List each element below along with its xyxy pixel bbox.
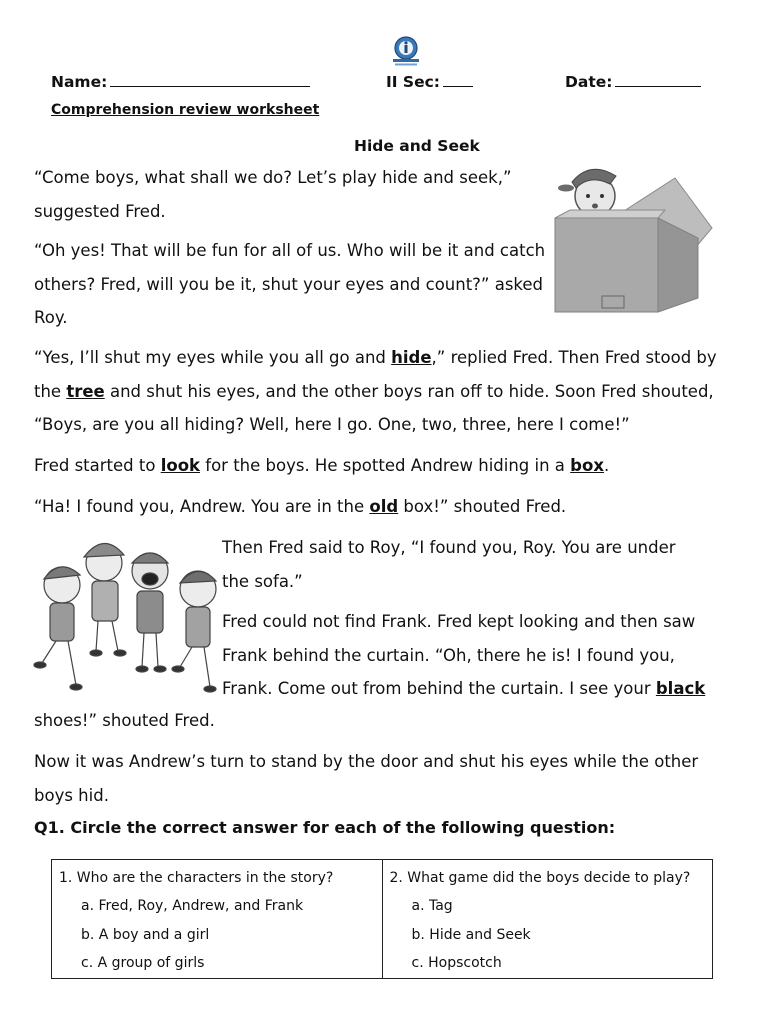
date-field[interactable] xyxy=(565,72,701,91)
story-paragraph-7-end: shoes!” shouted Fred. xyxy=(34,711,215,730)
answer-option[interactable]: a. Fred, Roy, Andrew, and Frank xyxy=(81,898,304,914)
date-blank-line xyxy=(615,72,701,87)
question-cell-1 xyxy=(52,860,383,979)
story-title: Hide and Seek xyxy=(354,137,480,155)
section-blank-line xyxy=(443,72,473,87)
school-logo-icon xyxy=(391,36,421,68)
story-paragraph-2: “Oh yes! That will be fun for all of us. Who will be it and catch others? Fred, will you be it, shut your eyes and count?” asked Roy. xyxy=(34,241,546,327)
section-field[interactable] xyxy=(386,72,473,91)
story-paragraph-3: “Yes, I’ll shut my eyes while you all go and hide,” replied Fred. Then Fred stood by the tree and shut his eyes, and the other boys ran off to hide. Soon Fred shouted, “Boys, are you all hiding? Well, here I go. One, two, three, here I come!” xyxy=(34,348,717,434)
boy-in-box-illustration xyxy=(550,158,714,314)
keyword-tree: tree xyxy=(66,381,105,401)
name-blank-line xyxy=(110,72,310,87)
question-text: 2. What game did the boys decide to play? xyxy=(389,870,691,886)
four-boys-illustration xyxy=(32,535,220,695)
story-paragraph-8: Now it was Andrew’s turn to stand by the door and shut his eyes while the other boys hid. xyxy=(34,752,699,805)
worksheet-title: Comprehension review worksheet xyxy=(51,102,320,118)
question-cell-2 xyxy=(382,860,713,979)
answer-option[interactable]: c. Hopscotch xyxy=(411,955,502,971)
section-label: II Sec: xyxy=(386,73,440,91)
keyword-hide: hide xyxy=(391,348,432,367)
answer-option[interactable]: a. Tag xyxy=(411,898,453,914)
name-field[interactable] xyxy=(51,72,310,91)
question-1-heading: Q1. Circle the correct answer for each of the following question: xyxy=(34,818,616,837)
story-paragraph-7: Fred could not find Frank. Fred kept looking and then saw Frank behind the curtain. “Oh, there he is! I found you, Frank. Come out from behind the curtain. I see your black xyxy=(222,612,706,698)
question-text: 1. Who are the characters in the story? xyxy=(59,870,334,886)
question-table xyxy=(51,859,713,979)
story-paragraph-4: Fred started to look for the boys. He spotted Andrew hiding in a box. xyxy=(34,456,610,475)
date-label: Date: xyxy=(565,73,613,91)
story-paragraph-5: “Ha! I found you, Andrew. You are in the old box!” shouted Fred. xyxy=(34,497,567,516)
story-paragraph-1: “Come boys, what shall we do? Let’s play hide and seek,” suggested Fred. xyxy=(34,168,512,221)
answer-option[interactable]: b. Hide and Seek xyxy=(411,926,531,943)
keyword-old: old xyxy=(369,497,399,516)
keyword-box: box xyxy=(570,456,604,475)
answer-option[interactable]: c. A group of girls xyxy=(81,955,205,971)
story-paragraph-6: Then Fred said to Roy, “I found you, Roy. You are under the sofa.” xyxy=(222,538,676,591)
keyword-look: look xyxy=(160,456,201,475)
name-label: Name: xyxy=(51,73,108,91)
keyword-black: black xyxy=(655,679,706,698)
answer-option[interactable]: b. A boy and a girl xyxy=(81,926,210,943)
